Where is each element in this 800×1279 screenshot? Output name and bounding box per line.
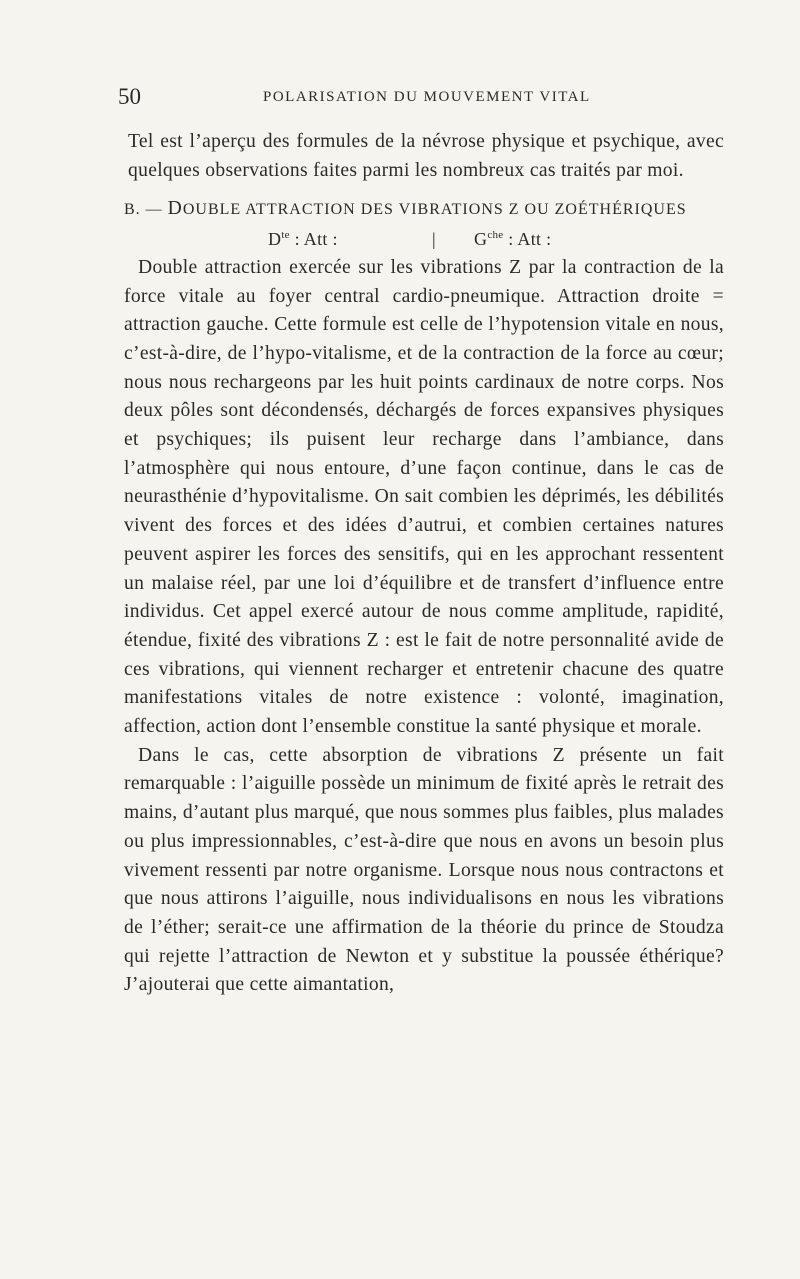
formula-left-side-label: [474, 225, 551, 254]
formula-left-main: D: [268, 229, 282, 250]
section-initial: D: [167, 198, 183, 220]
formula-right-value: : Att :: [503, 229, 552, 250]
paragraph-absorption: Dans le cas, cette absorption de vibrations Z présente un fait remarquable : l’aiguille possède un minimum de fixité après le retrait des mains, d’autant plus marqué, que nous sommes plus faibles, plus malades ou plus impressionnables, c’est-à-dire que nous en avons un besoin plus vivement ressenti par notre organisme. Lorsque nous nous contractons et que nous attirons l’aiguille, nous individualisons en nous les vibrations de l’éther; serait-ce une affirmation de la théorie du prince de Stoudza qui rejette l’attraction de Newton et y substitue la poussée éthérique? J’ajouterai que cette aimantation,: [124, 744, 724, 996]
formula-line: [128, 225, 724, 254]
section-title: OUBLE ATTRACTION DES VIBRATIONS Z OU ZOÉTHÉRIQUES: [182, 201, 687, 219]
paragraph-intro: Tel est l’aperçu des formules de la névrose physique et psychique, avec quelques observations faites parmi les nombreux cas traités par moi.: [128, 131, 724, 181]
formula-right-sup: che: [487, 229, 504, 242]
paragraph-double-attraction: Double attraction exercée sur les vibrations Z par la contraction de la force vitale au foyer central cardio-pneumique. Attraction droite = attraction gauche. Cette formule est celle de l’hypotension vitale en nous, c’est-à-dire, de l’hypo-vitalisme, et de la contraction de la force au cœur; nous nous rechargeons par les huit points cardinaux de notre corps. Nos deux pôles sont décondensés, déchargés de forces expansives physiques et psychiques; ils puisent leur recharge dans l’ambiance, dans l’atmosphère qui nous entoure, d’une façon continue, dans le cas de neurasthénie d’hypovitalisme. On sait combien les déprimés, les débilités vivent des forces et des idées d’autrui, et combien certaines natures peuvent aspirer les forces des sensitifs, qui en les approchant ressentent un malaise réel, par une loi d’équilibre et de transfert d’influence entre individus. Cet appel exercé autour de nous comme amplitude, rapidité, étendue, fixité des vibrations Z : est le fait de notre personnalité avide de ces vibrations, qui viennent recharger et entretenir chacune des quatre manifestations vitales de notre existence : volonté, imagination, affection, action dont l’ensemble constitue la santé physique et morale.: [124, 256, 724, 738]
formula-separator: |: [432, 229, 436, 250]
formula-left-value: : Att :: [289, 229, 338, 250]
running-head: [118, 84, 718, 114]
formula-right-main: G: [474, 229, 488, 250]
formula-right-side-label: [268, 225, 338, 254]
section-heading: [124, 195, 724, 225]
formula-left-sup: te: [281, 229, 290, 242]
page-number: 50: [118, 84, 141, 109]
body-text: [124, 128, 724, 1000]
section-label: B. —: [124, 201, 168, 219]
running-title: POLARISATION DU MOUVEMENT VITAL: [263, 89, 591, 105]
